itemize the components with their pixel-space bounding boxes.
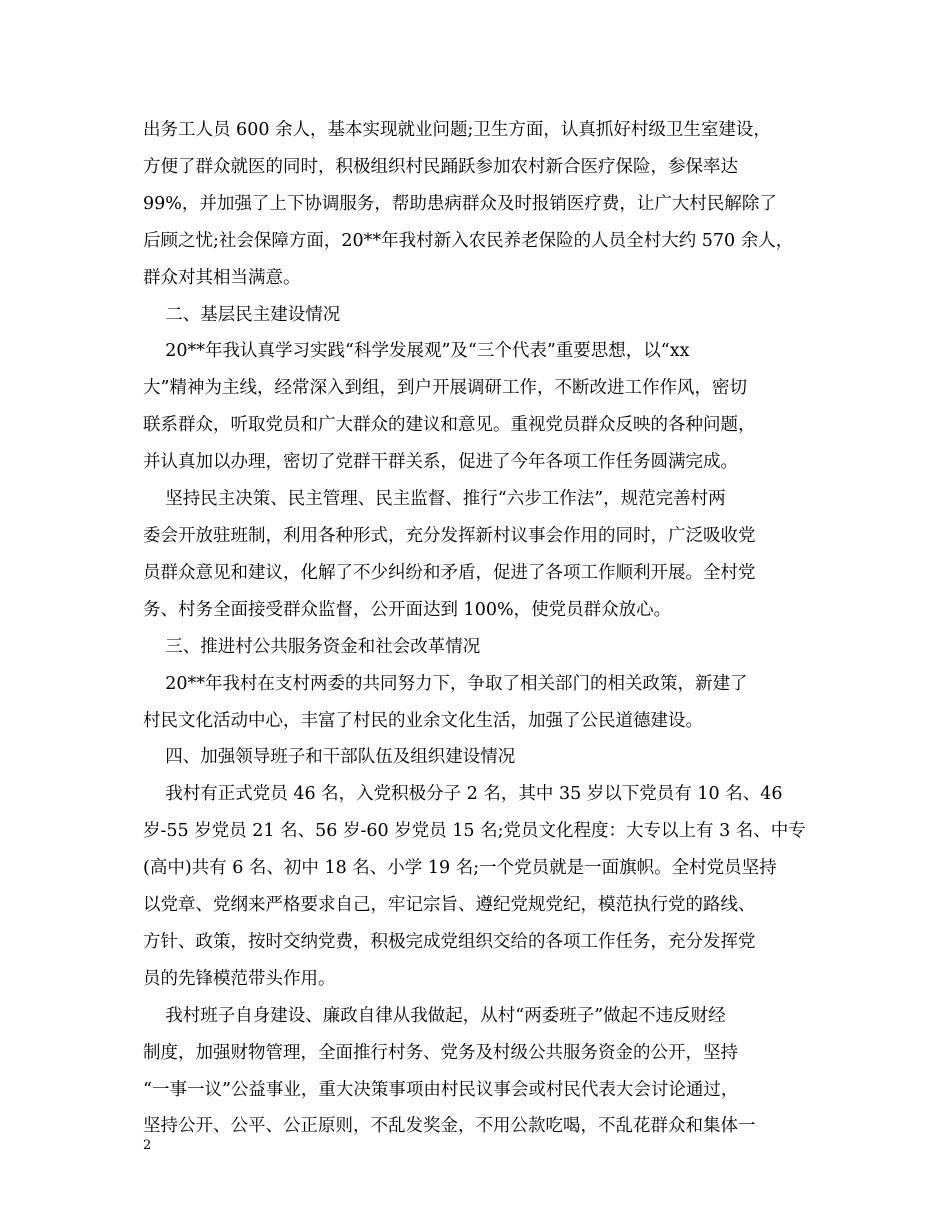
- text-line: 以党章、党纲来严格要求自己，牢记宗旨、遵纪党规党纪，模范执行党的路线、: [143, 895, 756, 916]
- paragraph-party-members: [143, 776, 808, 997]
- text-line: 后顾之忧;社会保障方面，20**年我村新入农民养老保险的人员全村大约 570 余人，: [143, 230, 794, 251]
- text-line: 20**年我村在支村两委的共同努力下，争取了相关部门的相关政策，新建了: [143, 673, 748, 694]
- text-line: 坚持公开、公平、公正原则，不乱发奖金，不用公款吃喝，不乱花群众和集体一: [143, 1116, 756, 1137]
- text-line: 方针、政策，按时交纳党费，积极完成党组织交给的各项工作任务，充分发挥党: [143, 931, 756, 952]
- text-line: 群众对其相当满意。: [143, 267, 301, 288]
- text-line: 村民文化活动中心，丰富了村民的业余文化生活，加强了公民道德建设。: [143, 710, 703, 731]
- paragraph-cultural-center: [143, 666, 808, 740]
- text-line: 我村班子自身建设、廉政自律从我做起，从村“两委班子”做起不违反财经: [143, 1005, 726, 1026]
- paragraph-democratic-decision: [143, 481, 808, 629]
- paragraph-employment-health-insurance: [143, 112, 808, 297]
- text-line: 20**年我认真学习实践“科学发展观”及“三个代表”重要思想，以“xx: [143, 341, 690, 362]
- section-heading-grassroots-democracy: [143, 297, 808, 334]
- text-line: 员群众意见和建议，化解了不少纠纷和矛盾，促进了各项工作顺利开展。全村党: [143, 562, 756, 583]
- text-line: (高中)共有 6 名、初中 18 名、小学 19 名;一个党员就是一面旗帜。全村党员坚持: [143, 858, 777, 879]
- body-text: [143, 112, 808, 1145]
- text-line: 联系群众，听取党员和广大群众的建议和意见。重视党员群众反映的各种问题，: [143, 415, 756, 436]
- text-line: 坚持民主决策、民主管理、民主监督、推行“六步工作法”，规范完善村两: [143, 489, 726, 510]
- text-line: 务、村务全面接受群众监督，公开面达到 100%，使党员群众放心。: [143, 599, 672, 620]
- text-line: 委会开放驻班制，利用各种形式，充分发挥新村议事会作用的同时，广泛吸收党: [143, 525, 756, 546]
- heading-line: 二、基层民主建设情况: [143, 304, 341, 325]
- text-line: 方便了群众就医的同时，积极组织村民踊跃参加农村新合医疗保险，参保率达: [143, 156, 738, 177]
- text-line: 岁-55 岁党员 21 名、56 岁-60 岁党员 15 名;党员文化程度：大专以上有 3 名、中专: [143, 821, 806, 842]
- section-heading-leadership: [143, 739, 808, 776]
- heading-line: 三、推进村公共服务资金和社会改革情况: [143, 636, 481, 657]
- text-line: 大”精神为主线，经常深入到组，到户开展调研工作，不断改进工作作风，密切: [143, 378, 747, 399]
- paragraph-team-integrity: [143, 998, 808, 1146]
- text-line: 我村有正式党员 46 名，入党积极分子 2 名，其中 35 岁以下党员有 10 名、46: [143, 784, 783, 805]
- text-line: 99%，并加强了上下协调服务，帮助患病群众及时报销医疗费，让广大村民解除了: [143, 193, 777, 214]
- paragraph-study-practice: [143, 333, 808, 481]
- heading-line: 四、加强领导班子和干部队伍及组织建设情况: [143, 747, 516, 768]
- text-line: 并认真加以办理，密切了党群干群关系，促进了今年各项工作任务圆满完成。: [143, 452, 738, 473]
- text-line: 员的先锋模范带头作用。: [143, 968, 336, 989]
- section-heading-public-services: [143, 629, 808, 666]
- text-line: “一事一议”公益事业，重大决策事项由村民议事会或村民代表大会讨论通过，: [143, 1079, 739, 1100]
- text-line: 出务工人员 600 余人，基本实现就业问题;卫生方面，认真抓好村级卫生室建设，: [143, 120, 771, 140]
- text-line: 制度，加强财物管理，全面推行村务、党务及村级公共服务资金的公开，坚持: [143, 1042, 738, 1063]
- page-number: 2: [143, 1138, 152, 1153]
